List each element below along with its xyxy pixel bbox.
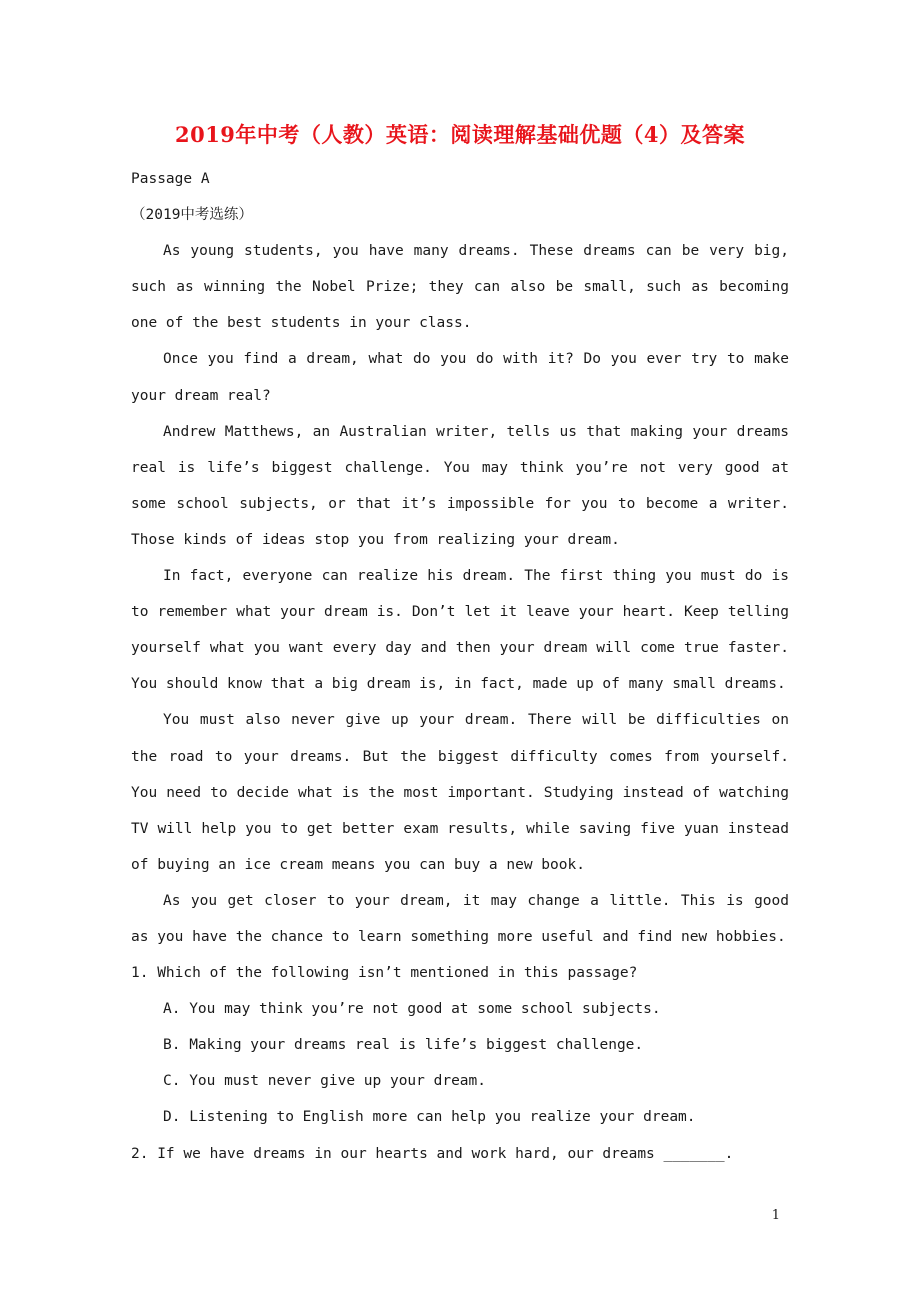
paragraph: Once you find a dream, what do you do with it? Do you ever try to make your dream real? bbox=[131, 351, 789, 404]
paragraph: You must also never give up your dream. There will be difficulties on the road to your dreams. But the biggest difficulty comes from yourself. You need to decide what is the most important. Studying instead of watching TV will help you to get better exam results, while saving five yuan instead of buying an ice cream means you can buy a new book. bbox=[131, 712, 789, 873]
question-1: 1. Which of the following isn’t mentioned in this passage? bbox=[131, 965, 638, 982]
question-1-option-d: D. Listening to English more can help you realize your dream. bbox=[163, 1109, 696, 1126]
paragraph: In fact, everyone can realize his dream. The first thing you must do is to remember what your dream is. Don’t let it leave your heart. Keep telling yourself what you want every day and then your dream will come true faster. You should know that a big dream is, in fact, made up of many small dreams. bbox=[131, 568, 789, 693]
paragraph: As young students, you have many dreams. These dreams can be very big, such as winning the Nobel Prize; they can also be small, such as becoming one of the best students in your class. bbox=[131, 243, 789, 332]
question-1-option-c: C. You must never give up your dream. bbox=[163, 1073, 487, 1090]
paragraph: As you get closer to your dream, it may change a little. This is good as you have the chance to learn something more useful and find new hobbies. bbox=[131, 892, 789, 945]
question-1-option-a: A. You may think you’re not good at some school subjects. bbox=[163, 1001, 661, 1018]
document-title: 2019年中考（人教）英语：阅读理解基础优题（4）及答案 bbox=[174, 122, 746, 147]
paragraph: Andrew Matthews, an Australian writer, tells us that making your dreams real is life’s biggest challenge. You may think you’re not very good at some school subjects, or that it’s impossible for you to become a writer. Those kinds of ideas stop you from realizing your dream. bbox=[131, 423, 789, 548]
source-note: （2019中考选练） bbox=[131, 207, 253, 224]
document-body bbox=[131, 161, 789, 1172]
question-1-option-b: B. Making your dreams real is life’s biggest challenge. bbox=[163, 1037, 644, 1054]
passage-label: Passage A bbox=[131, 171, 210, 187]
question-2: 2. If we have dreams in our hearts and work hard, our dreams _______. bbox=[131, 1145, 734, 1162]
page-number: 1 bbox=[771, 1208, 780, 1223]
